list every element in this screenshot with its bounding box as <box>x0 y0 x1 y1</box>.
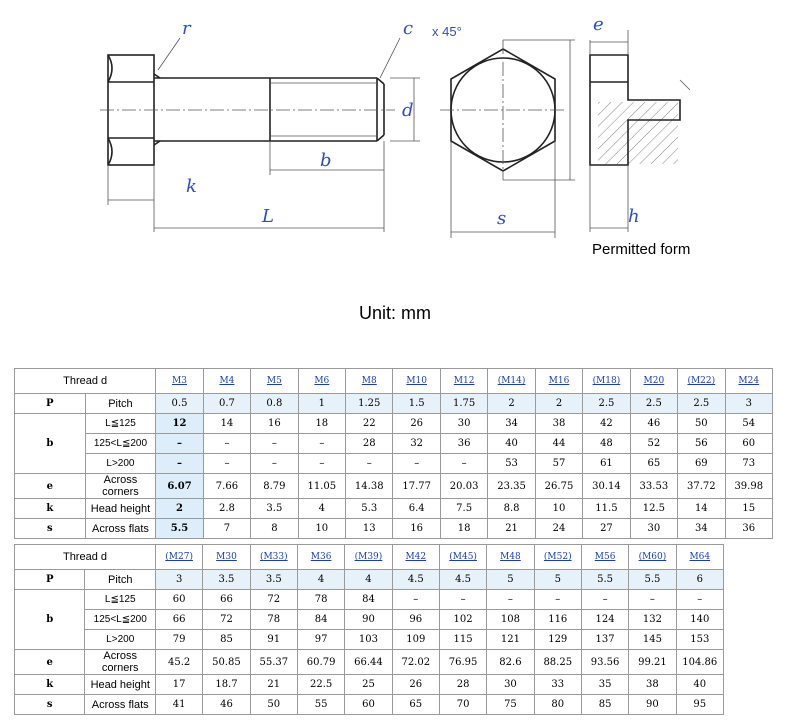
table-cell: 75 <box>487 695 534 715</box>
table-cell: – <box>439 590 486 610</box>
thread-size-header: Thread d <box>15 545 156 570</box>
table-cell: – <box>251 454 298 474</box>
table-cell: 6.07 <box>156 474 203 499</box>
table-cell: 14 <box>203 414 250 434</box>
table-cell: 0.5 <box>156 394 203 414</box>
table-header-row <box>15 369 773 394</box>
table-cell: 66 <box>155 610 202 630</box>
table-cell: 50.85 <box>203 650 250 675</box>
table-row <box>15 695 724 715</box>
row-symbol: k <box>15 499 86 519</box>
table-cell: 1 <box>298 394 345 414</box>
row-label: Head height <box>85 499 156 519</box>
table-cell: 14 <box>678 499 725 519</box>
table-cell: 36 <box>725 519 772 539</box>
table-cell: 26.75 <box>535 474 582 499</box>
table-cell: 4.5 <box>392 570 439 590</box>
table-row <box>15 499 773 519</box>
table-cell: 52 <box>630 434 677 454</box>
table-cell: 60 <box>725 434 772 454</box>
row-symbol: s <box>15 519 86 539</box>
table-cell: 85 <box>581 695 628 715</box>
table-cell: 70 <box>439 695 486 715</box>
table-cell: 12.5 <box>630 499 677 519</box>
table-cell: 7.5 <box>440 499 487 519</box>
table-cell: 6.4 <box>393 499 440 519</box>
thread-size-1[interactable]: M4 <box>203 369 250 394</box>
table-cell: 88.25 <box>534 650 581 675</box>
table-cell: 5.3 <box>346 499 393 519</box>
table-cell: 5 <box>487 570 534 590</box>
thread-size-8[interactable]: M16 <box>535 369 582 394</box>
table-cell: – <box>346 454 393 474</box>
table-cell: 104.86 <box>676 650 723 675</box>
table-cell: 73 <box>725 454 772 474</box>
table-cell: 46 <box>203 695 250 715</box>
table-cell: 17 <box>155 675 202 695</box>
table-cell: 38 <box>535 414 582 434</box>
table-cell: 23.35 <box>488 474 535 499</box>
table-cell: 66.44 <box>345 650 392 675</box>
table-cell: 82.6 <box>487 650 534 675</box>
permitted-form-caption: Permitted form <box>592 241 691 258</box>
label-e: e <box>593 14 604 35</box>
thread-size-12[interactable]: M24 <box>725 369 772 394</box>
table-cell: 55 <box>297 695 344 715</box>
table-cell: 2 <box>488 394 535 414</box>
table-cell: 6 <box>676 570 723 590</box>
table-cell: 20.03 <box>440 474 487 499</box>
table-cell: 3.5 <box>251 499 298 519</box>
table-cell: 8.79 <box>251 474 298 499</box>
table-cell: 2.5 <box>630 394 677 414</box>
table-cell: 12 <box>156 414 203 434</box>
table-cell: 72.02 <box>392 650 439 675</box>
table-cell: 145 <box>629 630 676 650</box>
thread-size-3[interactable]: M36 <box>297 545 344 570</box>
table-cell: 17.77 <box>393 474 440 499</box>
table-cell: 137 <box>581 630 628 650</box>
row-symbol-b: b <box>15 590 85 650</box>
table-cell: 2 <box>156 499 203 519</box>
table-cell: 129 <box>534 630 581 650</box>
bolt-dimension-table-2 <box>14 544 724 715</box>
table-cell: 10 <box>535 499 582 519</box>
table-cell: 78 <box>250 610 297 630</box>
table-cell: 85 <box>203 630 250 650</box>
row-label: L>200 <box>85 630 155 650</box>
table-row <box>15 414 773 434</box>
table-cell: – <box>440 454 487 474</box>
thread-size-6[interactable]: (M45) <box>439 545 486 570</box>
table-cell: 18 <box>298 414 345 434</box>
table-cell: 16 <box>393 519 440 539</box>
table-cell: 41 <box>155 695 202 715</box>
table-cell: 0.8 <box>251 394 298 414</box>
thread-size-5[interactable]: M42 <box>392 545 439 570</box>
table-cell: 30 <box>487 675 534 695</box>
table-cell: 4 <box>345 570 392 590</box>
thread-size-2[interactable]: (M33) <box>250 545 297 570</box>
table-cell: 57 <box>535 454 582 474</box>
label-d: d <box>402 100 414 121</box>
table-cell: 60 <box>155 590 202 610</box>
table-cell: 22.5 <box>297 675 344 695</box>
table-cell: 91 <box>250 630 297 650</box>
table-cell: 72 <box>203 610 250 630</box>
table-cell: 36 <box>440 434 487 454</box>
table-cell: 30 <box>630 519 677 539</box>
table-cell: 116 <box>534 610 581 630</box>
row-symbol: P <box>15 394 86 414</box>
table-cell: 46 <box>630 414 677 434</box>
table-cell: – <box>534 590 581 610</box>
table-cell: 11.05 <box>298 474 345 499</box>
table-cell: 4.5 <box>439 570 486 590</box>
label-chamfer: x 45° <box>432 24 462 39</box>
thread-size-11[interactable]: M64 <box>676 545 723 570</box>
table-cell: 90 <box>629 695 676 715</box>
thread-size-1[interactable]: M30 <box>203 545 250 570</box>
thread-size-header: Thread d <box>15 369 156 394</box>
label-h: h <box>628 206 640 227</box>
table-cell: 14.38 <box>346 474 393 499</box>
thread-size-0[interactable]: M3 <box>156 369 203 394</box>
table-cell: 5.5 <box>156 519 203 539</box>
row-label: L>200 <box>85 454 156 474</box>
table-cell: 3 <box>155 570 202 590</box>
table-cell: 5.5 <box>581 570 628 590</box>
table-cell: 50 <box>678 414 725 434</box>
row-label: Pitch <box>85 394 156 414</box>
table-cell: 13 <box>346 519 393 539</box>
table-cell: 78 <box>297 590 344 610</box>
table-cell: 42 <box>583 414 630 434</box>
table-cell: 38 <box>629 675 676 695</box>
table-cell: 27 <box>583 519 630 539</box>
table-row <box>15 650 724 675</box>
table-cell: 33.53 <box>630 474 677 499</box>
thread-size-6[interactable]: M12 <box>440 369 487 394</box>
row-label: Across corners <box>85 474 156 499</box>
table-cell: – <box>298 434 345 454</box>
table-cell: 50 <box>250 695 297 715</box>
table-cell: 18.7 <box>203 675 250 695</box>
table-cell: 16 <box>251 414 298 434</box>
row-label: Head height <box>85 675 155 695</box>
table-cell: 84 <box>297 610 344 630</box>
thread-size-8[interactable]: (M52) <box>534 545 581 570</box>
table-cell: – <box>298 454 345 474</box>
table-cell: – <box>629 590 676 610</box>
table-cell: 10 <box>298 519 345 539</box>
table-cell: 115 <box>439 630 486 650</box>
table-cell: 3.5 <box>203 570 250 590</box>
row-label: L≦125 <box>85 590 155 610</box>
table-cell: 95 <box>676 695 723 715</box>
table-cell: 24 <box>535 519 582 539</box>
row-label: Pitch <box>85 570 155 590</box>
thread-size-7[interactable]: (M14) <box>488 369 535 394</box>
table-cell: 2.5 <box>583 394 630 414</box>
table-cell: 80 <box>534 695 581 715</box>
table-cell: 108 <box>487 610 534 630</box>
table-cell: 60.79 <box>297 650 344 675</box>
bolt-dimension-table-1 <box>14 368 773 539</box>
table-cell: 84 <box>345 590 392 610</box>
table-cell: 39.98 <box>725 474 772 499</box>
table-cell: 40 <box>488 434 535 454</box>
table-cell: 26 <box>393 414 440 434</box>
table-cell: 35 <box>581 675 628 695</box>
table-header-row <box>15 545 724 570</box>
thread-size-4[interactable]: M8 <box>346 369 393 394</box>
table-cell: – <box>251 434 298 454</box>
thread-size-5[interactable]: M10 <box>393 369 440 394</box>
table-cell: 96 <box>392 610 439 630</box>
table-cell: – <box>392 590 439 610</box>
table-cell: 8.8 <box>488 499 535 519</box>
table-row <box>15 570 724 590</box>
table-cell: 1.75 <box>440 394 487 414</box>
row-symbol: e <box>15 474 86 499</box>
table-cell: 28 <box>346 434 393 454</box>
row-symbol: s <box>15 695 85 715</box>
table-row <box>15 610 724 630</box>
label-k: k <box>186 176 197 197</box>
table-cell: 5 <box>534 570 581 590</box>
table-cell: 34 <box>678 519 725 539</box>
table-cell: 54 <box>725 414 772 434</box>
row-label: L≦125 <box>85 414 156 434</box>
table-cell: 8 <box>251 519 298 539</box>
table-cell: 55.37 <box>250 650 297 675</box>
table-cell: 66 <box>203 590 250 610</box>
table-cell: – <box>393 454 440 474</box>
label-s: s <box>497 208 507 229</box>
table-cell: 4 <box>297 570 344 590</box>
thread-size-11[interactable]: (M22) <box>678 369 725 394</box>
row-symbol: P <box>15 570 85 590</box>
row-label: 125<L≦200 <box>85 610 155 630</box>
table-cell: 7.66 <box>203 474 250 499</box>
table-cell: – <box>676 590 723 610</box>
table-cell: 61 <box>583 454 630 474</box>
table-cell: 60 <box>345 695 392 715</box>
table-cell: – <box>581 590 628 610</box>
table-cell: 3.5 <box>250 570 297 590</box>
row-label: Across corners <box>85 650 155 675</box>
table-cell: 69 <box>678 454 725 474</box>
table-cell: 76.95 <box>439 650 486 675</box>
row-symbol-b: b <box>15 414 86 474</box>
table-cell: 121 <box>487 630 534 650</box>
table-cell: 30 <box>440 414 487 434</box>
table-cell: 72 <box>250 590 297 610</box>
table-cell: 37.72 <box>678 474 725 499</box>
table-cell: 1.5 <box>393 394 440 414</box>
table-cell: 124 <box>581 610 628 630</box>
table-cell: 34 <box>488 414 535 434</box>
row-label: Across flats <box>85 519 156 539</box>
table-cell: 109 <box>392 630 439 650</box>
table-row <box>15 474 773 499</box>
table-row <box>15 590 724 610</box>
thread-size-2[interactable]: M5 <box>251 369 298 394</box>
table-cell: 40 <box>676 675 723 695</box>
table-cell: 5.5 <box>629 570 676 590</box>
table-cell: 4 <box>298 499 345 519</box>
table-cell: 2.5 <box>678 394 725 414</box>
table-cell: 2.8 <box>203 499 250 519</box>
table-cell: 99.21 <box>629 650 676 675</box>
table-row <box>15 394 773 414</box>
row-label: Across flats <box>85 695 155 715</box>
label-b: b <box>320 150 332 171</box>
table-cell: – <box>203 454 250 474</box>
row-symbol: e <box>15 650 85 675</box>
table-cell: 3 <box>725 394 772 414</box>
label-r: r <box>182 18 191 39</box>
table-cell: 2 <box>535 394 582 414</box>
table-row <box>15 519 773 539</box>
table-cell: – <box>487 590 534 610</box>
table-cell: 11.5 <box>583 499 630 519</box>
table-row <box>15 434 773 454</box>
table-cell: 1.25 <box>346 394 393 414</box>
table-cell: 18 <box>440 519 487 539</box>
table-cell: 21 <box>250 675 297 695</box>
table-cell: 79 <box>155 630 202 650</box>
table-cell: 56 <box>678 434 725 454</box>
label-L: L <box>262 206 274 227</box>
table-cell: 48 <box>583 434 630 454</box>
table-cell: 65 <box>630 454 677 474</box>
thread-size-10[interactable]: M20 <box>630 369 677 394</box>
table-cell: 22 <box>346 414 393 434</box>
thread-size-3[interactable]: M6 <box>298 369 345 394</box>
thread-size-7[interactable]: M48 <box>487 545 534 570</box>
table-cell: 32 <box>393 434 440 454</box>
table-row <box>15 675 724 695</box>
table-cell: 102 <box>439 610 486 630</box>
table-cell: 90 <box>345 610 392 630</box>
row-label: 125<L≦200 <box>85 434 156 454</box>
table-cell: 7 <box>203 519 250 539</box>
unit-caption: Unit: mm <box>359 303 431 323</box>
thread-size-4[interactable]: (M39) <box>345 545 392 570</box>
table-cell: 97 <box>297 630 344 650</box>
table-cell: – <box>156 434 203 454</box>
table-cell: 33 <box>534 675 581 695</box>
label-c: c <box>403 18 414 39</box>
table-row <box>15 454 773 474</box>
table-cell: 140 <box>676 610 723 630</box>
thread-size-9[interactable]: (M18) <box>583 369 630 394</box>
table-cell: 45.2 <box>155 650 202 675</box>
thread-size-9[interactable]: M56 <box>581 545 628 570</box>
row-symbol: k <box>15 675 85 695</box>
table-cell: 28 <box>439 675 486 695</box>
table-cell: – <box>156 454 203 474</box>
table-cell: 26 <box>392 675 439 695</box>
table-cell: 15 <box>725 499 772 519</box>
table-cell: 153 <box>676 630 723 650</box>
table-cell: 132 <box>629 610 676 630</box>
table-cell: 103 <box>345 630 392 650</box>
table-cell: 0.7 <box>203 394 250 414</box>
table-cell: 65 <box>392 695 439 715</box>
table-cell: – <box>203 434 250 454</box>
thread-size-0[interactable]: (M27) <box>155 545 202 570</box>
table-cell: 30.14 <box>583 474 630 499</box>
thread-size-10[interactable]: (M60) <box>629 545 676 570</box>
table-cell: 21 <box>488 519 535 539</box>
table-cell: 53 <box>488 454 535 474</box>
table-cell: 25 <box>345 675 392 695</box>
table-cell: 44 <box>535 434 582 454</box>
table-row <box>15 630 724 650</box>
table-cell: 93.56 <box>581 650 628 675</box>
